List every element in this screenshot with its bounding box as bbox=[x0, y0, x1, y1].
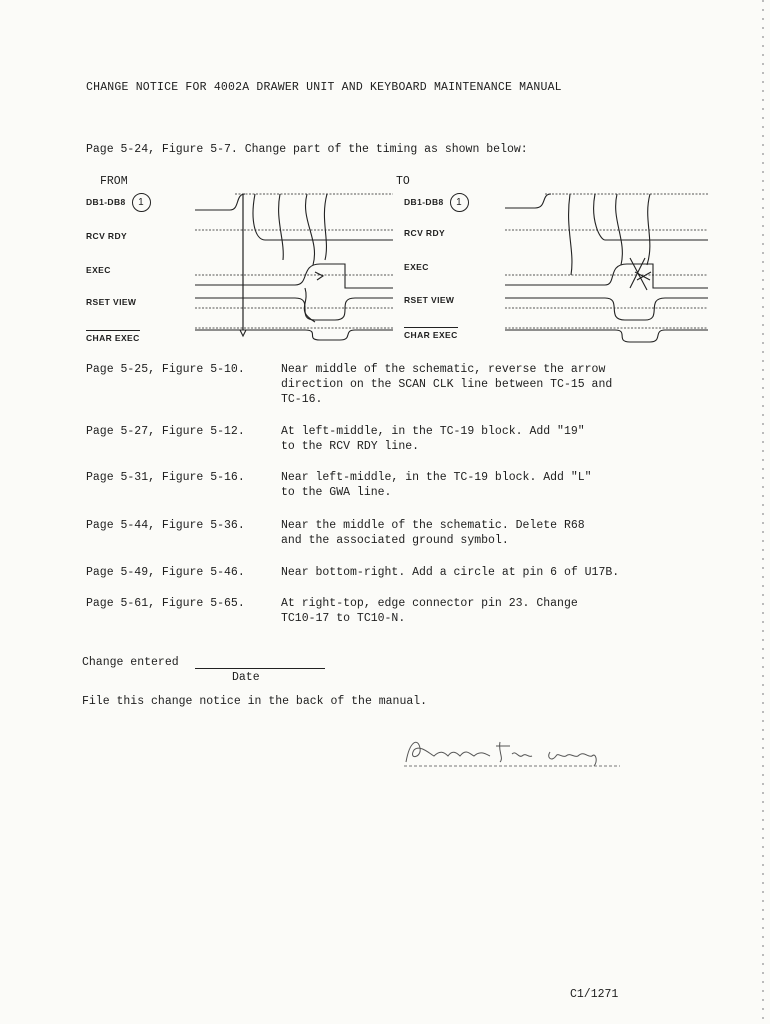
to-signal-exec: EXEC bbox=[404, 262, 429, 272]
to-circle-note: 1 bbox=[450, 193, 469, 212]
change-ref: Page 5-44, Figure 5-36. bbox=[86, 519, 245, 532]
change-ref: Page 5-49, Figure 5-46. bbox=[86, 566, 245, 579]
from-circle-note: 1 bbox=[132, 193, 151, 212]
change-desc: Near the middle of the schematic. Delete R68 and the associated ground symbol. bbox=[281, 519, 585, 547]
change-ref: Page 5-27, Figure 5-12. bbox=[86, 425, 245, 438]
from-timing-diagram bbox=[195, 180, 395, 345]
from-signal-rset: RSET VIEW bbox=[86, 297, 137, 307]
date-signature-line bbox=[195, 668, 325, 669]
timing-intro: Page 5-24, Figure 5-7. Change part of the timing as shown below: bbox=[86, 143, 528, 156]
scan-edge-marks bbox=[762, 0, 764, 1024]
change-ref: Page 5-25, Figure 5-10. bbox=[86, 363, 245, 376]
from-signal-db: DB1-DB8 1 bbox=[86, 193, 151, 212]
change-ref: Page 5-61, Figure 5-65. bbox=[86, 597, 245, 610]
file-note: File this change notice in the back of the manual. bbox=[82, 695, 428, 708]
from-label: FROM bbox=[100, 175, 128, 188]
from-signal-rcv: RCV RDY bbox=[86, 231, 128, 241]
page-title: CHANGE NOTICE FOR 4002A DRAWER UNIT AND KEYBOARD MAINTENANCE MANUAL bbox=[86, 81, 562, 94]
to-label: TO bbox=[396, 175, 410, 188]
document-code: C1/1271 bbox=[570, 988, 619, 1001]
to-signal-db: DB1-DB8 1 bbox=[404, 193, 469, 212]
to-signal-rset: RSET VIEW bbox=[404, 295, 455, 305]
from-signal-char: CHAR EXEC bbox=[86, 330, 140, 346]
to-timing-diagram bbox=[505, 180, 710, 345]
change-entered-label: Change entered bbox=[82, 656, 179, 669]
change-desc: Near bottom-right. Add a circle at pin 6 of U17B. bbox=[281, 566, 620, 579]
to-signal-char: CHAR EXEC bbox=[404, 327, 458, 343]
change-desc: Near middle of the schematic, reverse the arrow direction on the SCAN CLK line between TC-15 and TC-16. bbox=[281, 363, 613, 406]
date-label: Date bbox=[232, 671, 260, 684]
change-desc: At right-top, edge connector pin 23. Change TC10-17 to TC10-N. bbox=[281, 597, 578, 625]
change-desc: At left-middle, in the TC-19 block. Add "19" to the RCV RDY line. bbox=[281, 425, 585, 453]
document-file-copy-stamp bbox=[400, 732, 640, 777]
from-signal-exec: EXEC bbox=[86, 265, 111, 275]
to-signal-rcv: RCV RDY bbox=[404, 228, 446, 238]
change-desc: Near left-middle, in the TC-19 block. Add "L" to the GWA line. bbox=[281, 471, 592, 499]
change-ref: Page 5-31, Figure 5-16. bbox=[86, 471, 245, 484]
